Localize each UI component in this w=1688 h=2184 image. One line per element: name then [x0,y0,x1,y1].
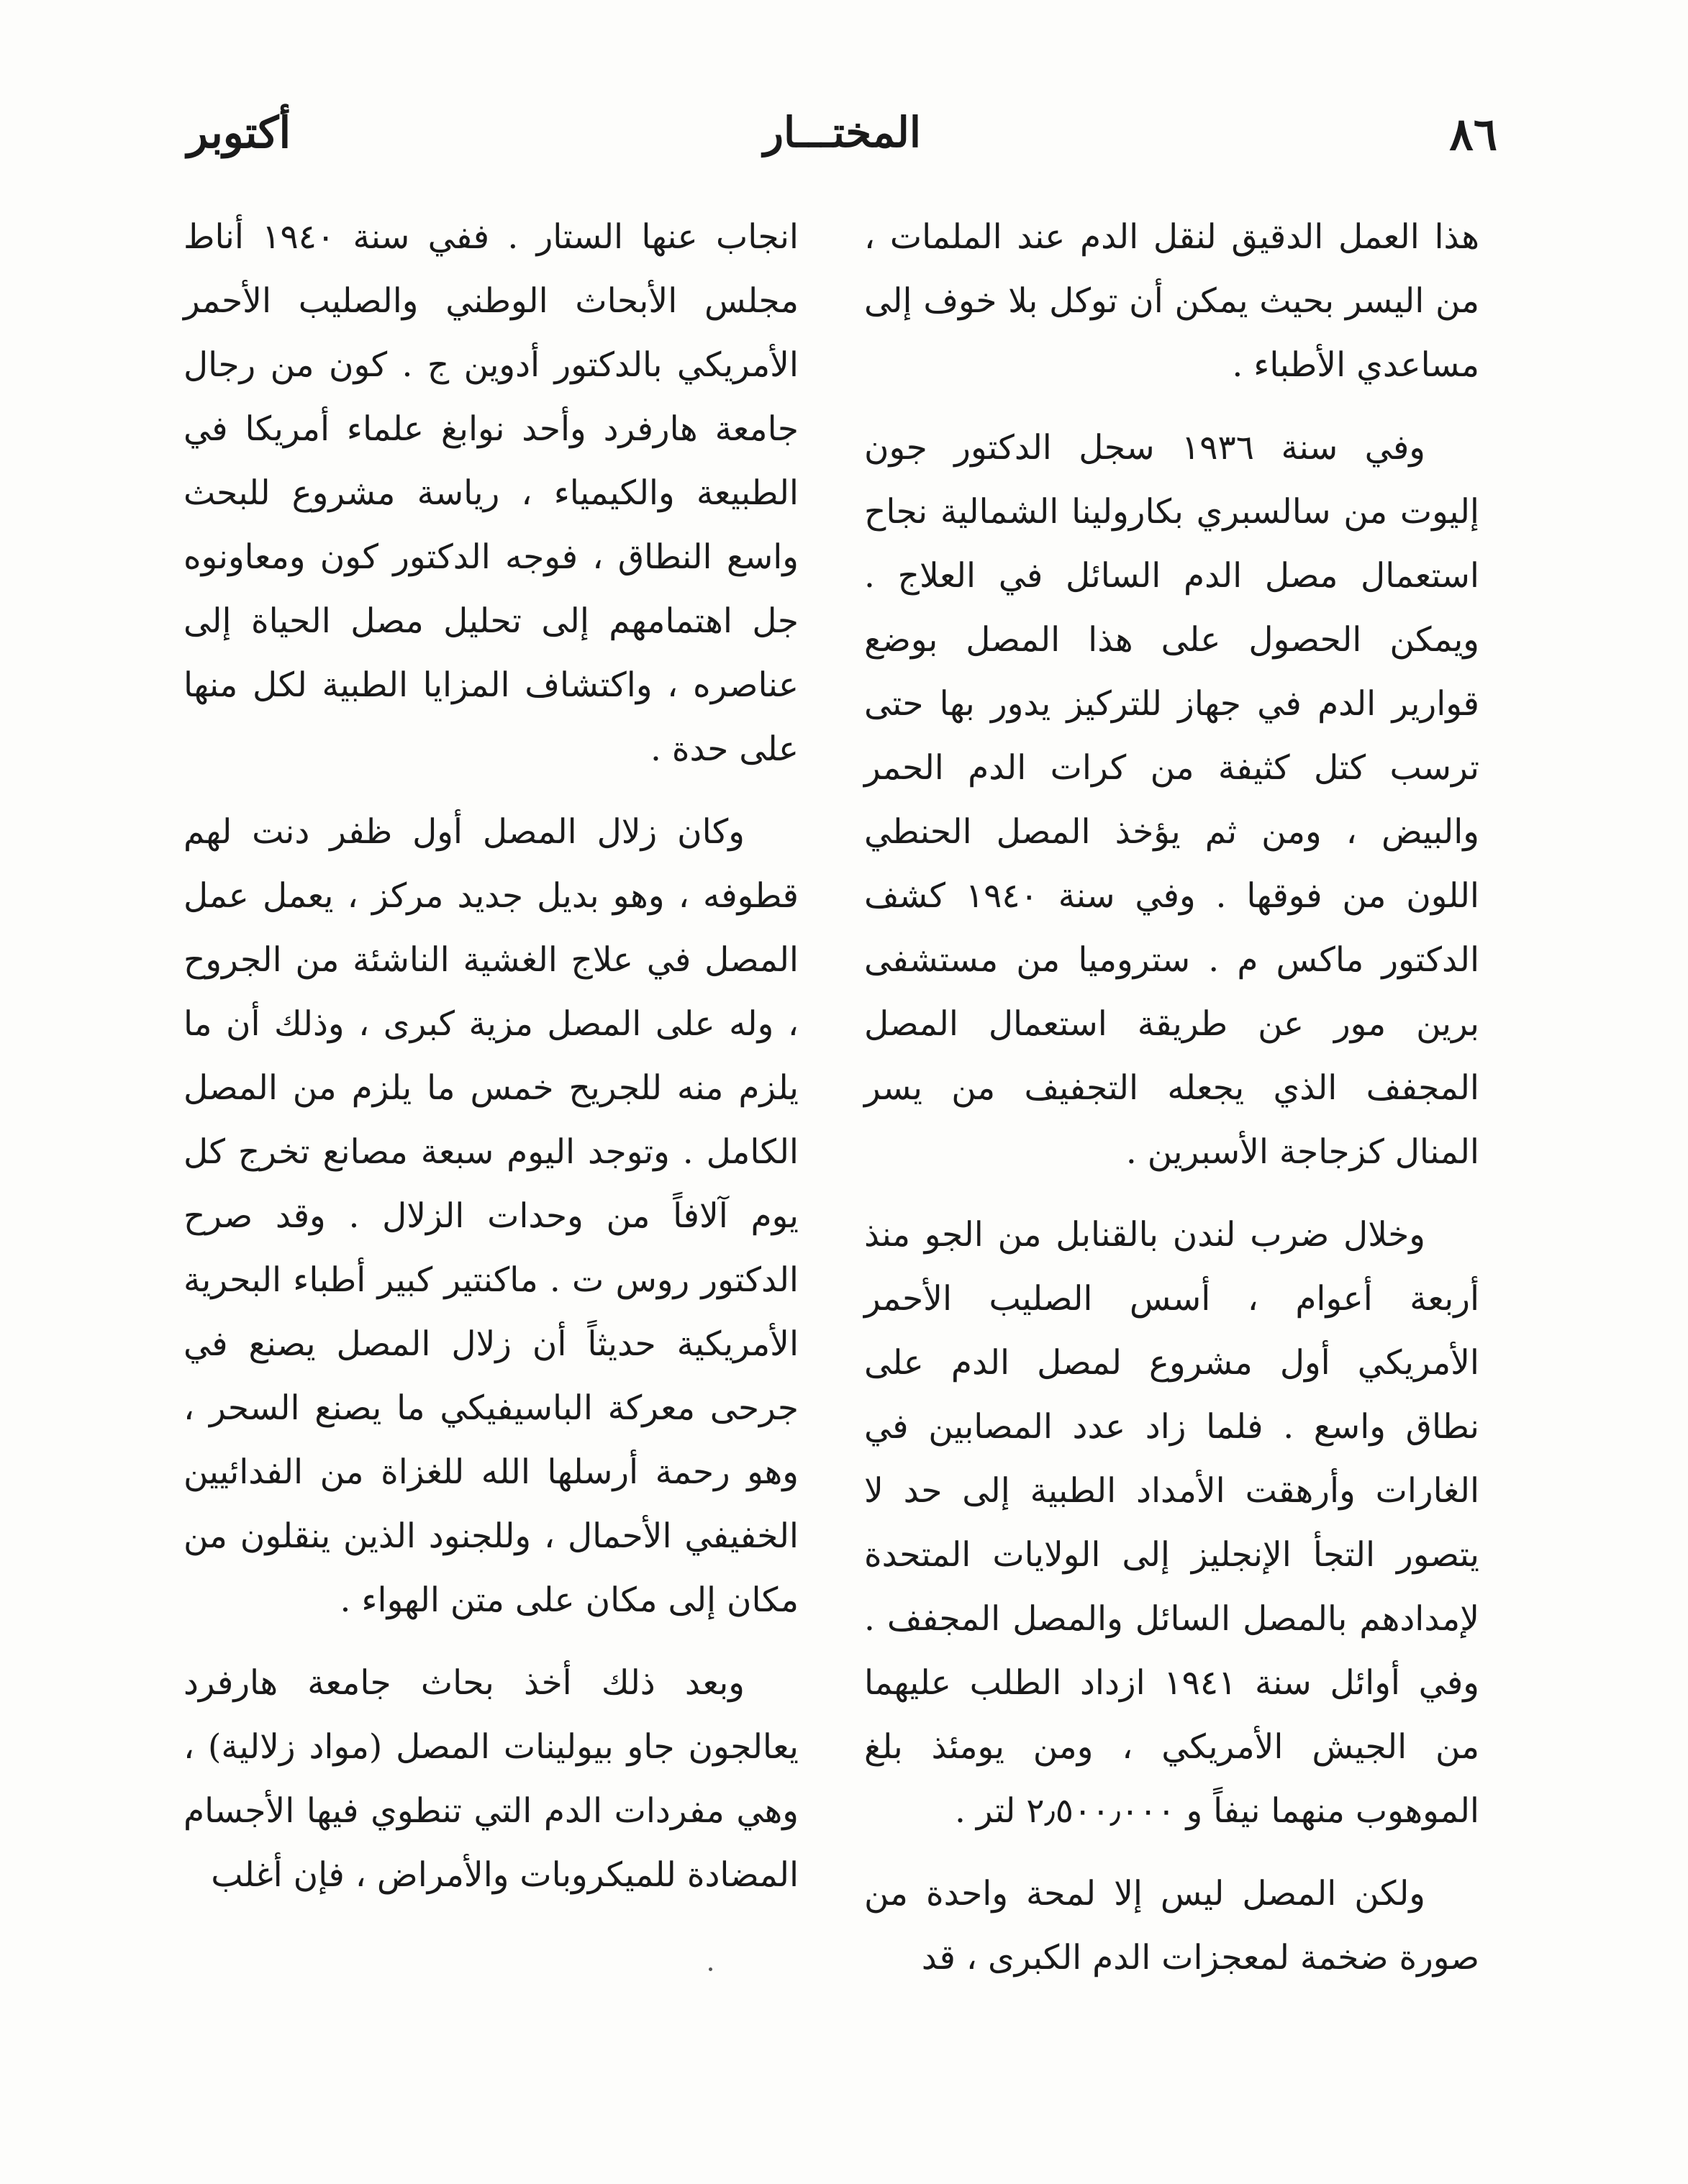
paragraph: هذا العمل الدقيق لنقل الدم عند الملمات ، من اليسر بحيث يمكن أن توكل بلا خوف إلى مساعدي الأطباء . [864,217,1479,385]
running-head [187,108,1497,173]
magazine-title: المختـــار [763,108,921,157]
paragraph: وبعد ذلك أخذ بحاث جامعة هارفرد يعالجون جاو بيولينات المصل (مواد زلالية) ، وهي مفردات الدم التي تنطوي فيها الأجسام المضادة للميكروبات والأمراض ، فإن أغلب [183,1663,799,1895]
paragraph: ولكن المصل ليس إلا لمحة واحدة من صورة ضخمة لمعجزات الدم الكبرى ، قد [864,1874,1479,1978]
left-column [183,205,799,1907]
paragraph: وكان زلال المصل أول ظفر دنت لهم قطوفه ، وهو بديل جديد مركز ، يعمل عمل المصل في علاج الغشية الناشئة من الجروح ، وله على المصل مزية كبرى ، وذلك أن ما يلزم منه للجريح خمس ما يلزم من المصل الكامل . وتوجد اليوم سبعة مصانع تخرج كل يوم آلافاً من وحدات الزلال . وقد صرح الدكتور روس ت . ماكنتير كبير أطباء البحرية الأمريكية حديثاً أن زلال المصل يصنع في جرحى معركة الباسيفيكي ما يصنع السحر ، وهو رحمة أرسلها الله للغزاة من الفدائيين الخفيفي الأحمال ، وللجنود الذين ينقلون من مكان إلى مكان على متن الهواء . [183,812,799,1620]
issue-month: أكتوبر [187,108,291,158]
right-column [864,205,1479,1990]
ink-speck [709,1967,712,1971]
paragraph: وخلال ضرب لندن بالقنابل من الجو منذ أربعة أعوام ، أسس الصليب الأحمر الأمريكي أول مشروع لمصل الدم على نطاق واسع . فلما زاد عدد المصابين في الغارات وأرهقت الأمداد الطبية إلى حد لا يتصور التجأ الإنجليز إلى الولايات المتحدة لإمدادهم بالمصل السائل والمصل المجفف . وفي أوائل سنة ١٩٤١ ازداد الطلب عليهما من الجيش الأمريكي ، ومن يومئذ بلغ الموهوب منهما نيفاً و ٢٫٥٠٠٫٠٠٠ لتر . [864,1215,1479,1831]
paragraph: وفي سنة ١٩٣٦ سجل الدكتور جون إليوت من سالسبري بكارولينا الشمالية نجاح استعمال مصل الدم السائل في العلاج . ويمكن الحصول على هذا المصل بوضع قوارير الدم في جهاز للتركيز يدور بها حتى ترسب كتل كثيفة من كرات الدم الحمر والبيض ، ومن ثم يؤخذ المصل الحنطي اللون من فوقها . وفي سنة ١٩٤٠ كشف الدكتور ماكس م . ستروميا من مستشفى برين مور عن طريقة استعمال المصل المجفف الذي يجعله التجفيف من يسر المنال كزجاجة الأسبرين . [864,428,1479,1172]
page-number: ٨٦ [1449,108,1497,160]
paragraph: انجاب عنها الستار . ففي سنة ١٩٤٠ أناط مجلس الأبحاث الوطني والصليب الأحمر الأمريكي بالدكتور أدوين ج . كون من رجال جامعة هارفرد وأحد نوابغ علماء أمريكا في الطبيعة والكيمياء ، رياسة مشروع للبحث واسع النطاق ، فوجه الدكتور كون ومعاونوه جل اهتمامهم إلى تحليل مصل الحياة إلى عناصره ، واكتشاف المزايا الطبية لكل منها على حدة . [183,217,799,769]
